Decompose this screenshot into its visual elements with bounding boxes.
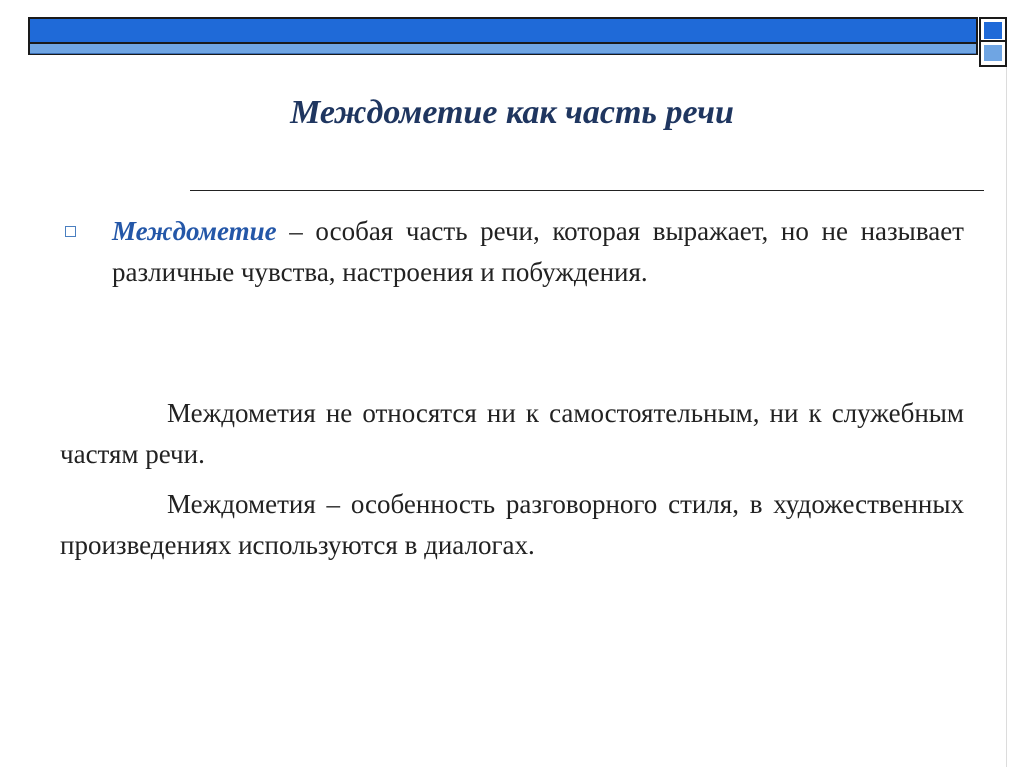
corner-divider	[981, 40, 1005, 42]
paragraph-style: Междометия – особенность разговорного стиля, в художественных произведениях используются в диалогах.	[60, 489, 964, 560]
top-bar-blue-band	[30, 19, 976, 44]
definition-text: – особая часть речи, которая выражает, но не называет различные чувства, настроения и побуждения.	[112, 216, 964, 287]
definition-paragraph	[112, 211, 964, 293]
corner-square-top	[984, 22, 1002, 39]
top-bar-light-stripe	[30, 44, 976, 54]
corner-decoration	[979, 17, 1007, 67]
corner-square-bottom	[984, 45, 1002, 61]
top-decorative-bar	[28, 17, 978, 55]
hollow-square-bullet-icon	[65, 226, 76, 237]
definition-term: Междометие	[112, 216, 277, 246]
title-underline	[190, 190, 984, 191]
right-border-line	[1006, 67, 1007, 767]
paragraph-classification: Междометия не относятся ни к самостоятельным, ни к служебным частям речи.	[60, 398, 964, 469]
slide-title: Междометие как часть речи	[290, 94, 734, 131]
